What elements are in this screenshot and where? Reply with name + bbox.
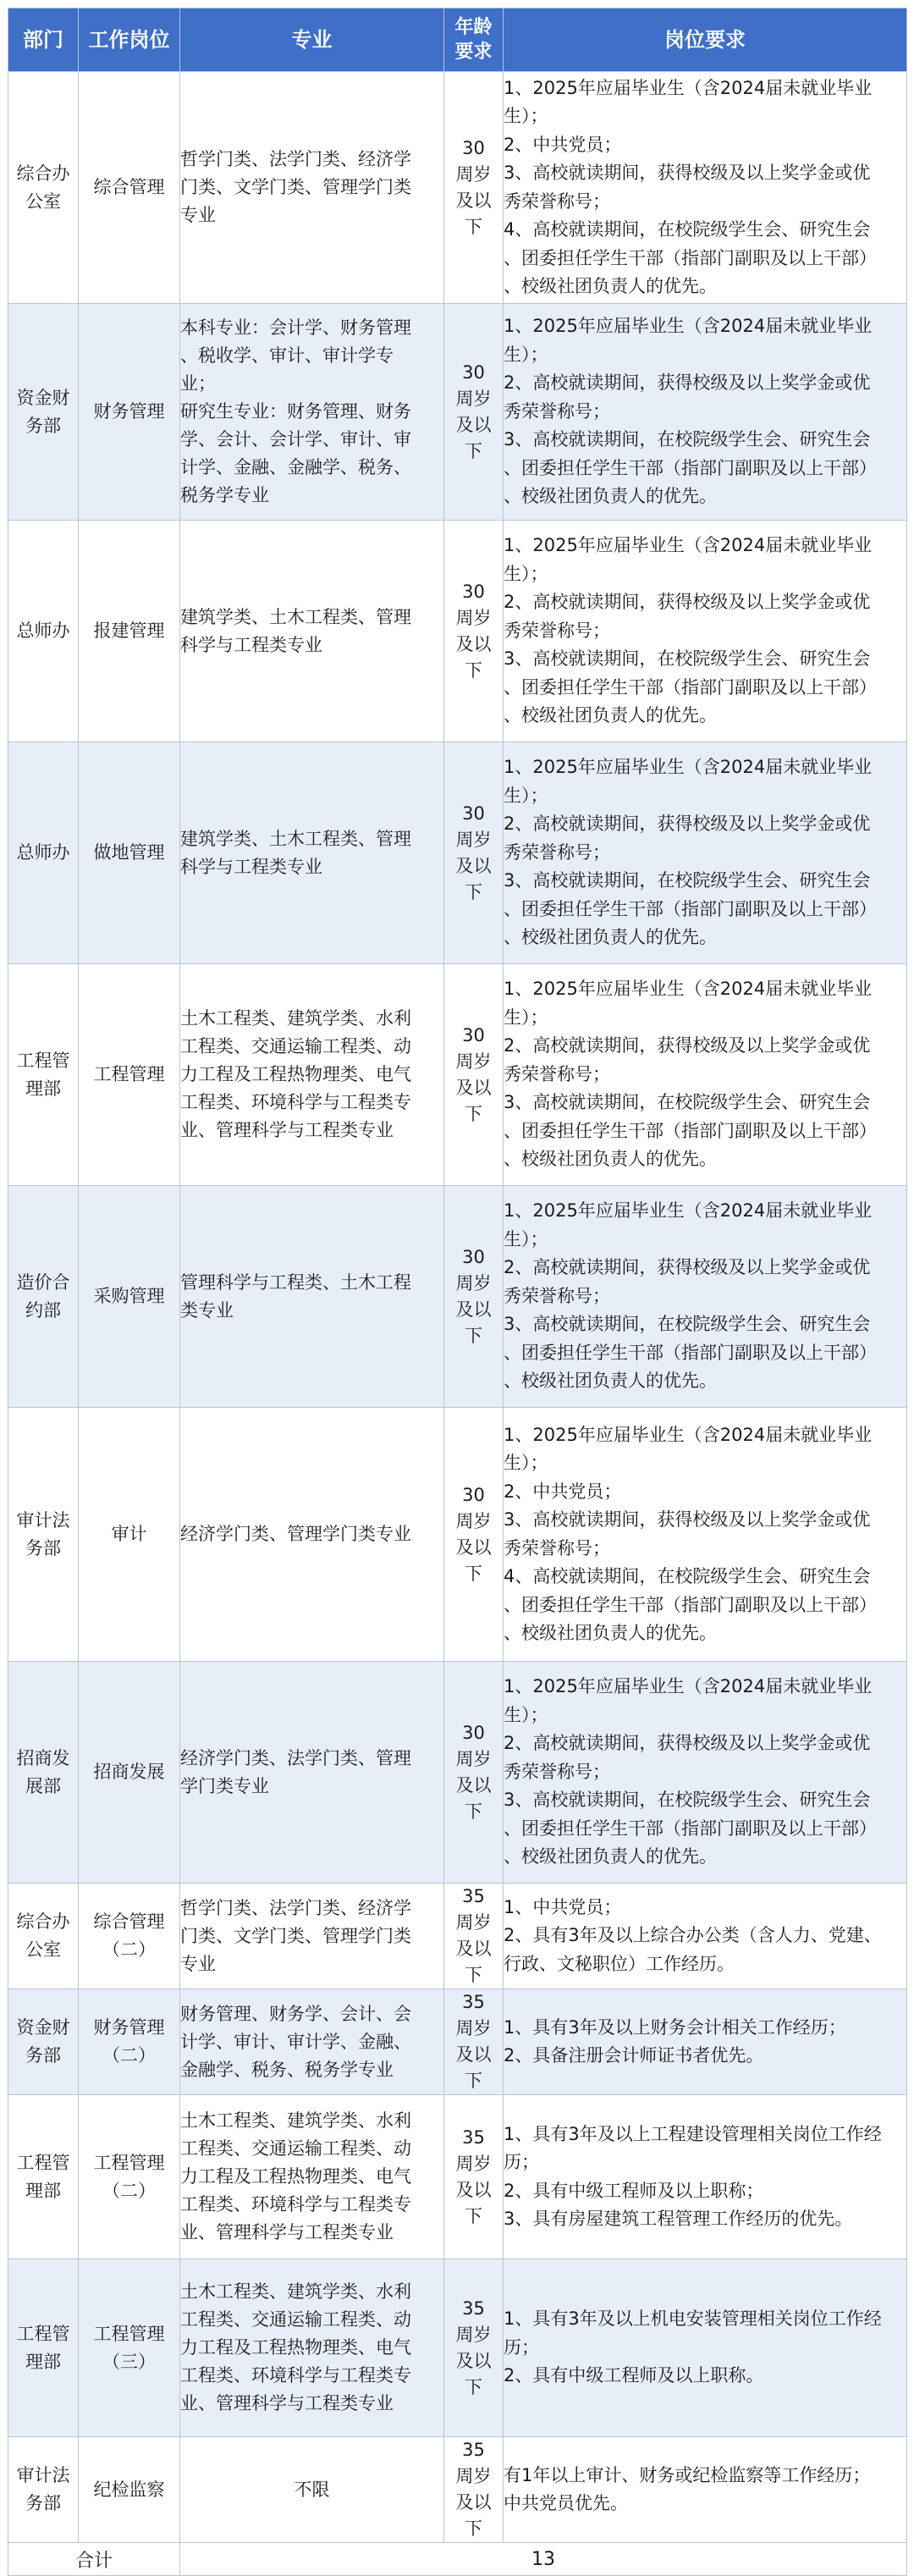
total-row [8,2543,907,2576]
major-line: 不限 [294,2479,330,2500]
requirements-cell [504,964,907,1186]
table-row [8,521,907,742]
major-line: 哲学门类、法学门类、经济学 [180,1897,411,1918]
major-line: 经济学门类、法学门类、管理 [180,1747,411,1768]
position-cell: 工程管理 [79,964,180,1186]
table-row [8,1662,907,1884]
requirement-line: 、团委担任学生干部（指部门副职及以上干部） [504,457,877,478]
header-age: 年龄要求 [444,8,504,72]
requirement-line: 、校级社团负责人的优先。 [504,486,717,507]
requirement-line: 生）； [504,106,548,126]
age-cell: 30周岁及以下 [444,1662,504,1884]
position-cell: 工程管理（三） [79,2259,180,2437]
requirement-line: 生）； [504,785,548,806]
requirement-line: 1、2025年应届毕业生（含2024届未就业毕业 [504,979,873,1000]
department-cell: 工程管理部 [8,2095,79,2259]
table-body [8,72,907,2576]
requirement-line: 、团委担任学生干部（指部门副职及以上干部） [504,898,877,919]
requirement-line: 2、具有中级工程师及以上职称。 [504,2365,764,2386]
requirement-line: 、团委担任学生干部（指部门副职及以上干部） [504,1594,877,1615]
major-line: 科学与工程类专业 [180,634,322,655]
requirements-cell [504,2259,907,2437]
age-cell: 35周岁及以下 [444,1884,504,1989]
total-value: 13 [180,2543,907,2576]
age-cell: 30周岁及以下 [444,72,504,304]
major-cell [180,1408,444,1662]
requirement-line: 秀荣誉称号； [504,1285,610,1306]
requirement-line: 、校级社团负责人的优先。 [504,705,717,726]
major-line: 、税收学、审计、审计学专 [180,345,394,366]
requirement-line: 2、具有中级工程师及以上职称； [504,2180,764,2201]
table-row [8,304,907,521]
age-cell: 35周岁及以下 [444,2259,504,2437]
major-line: 专业 [180,1953,216,1974]
table-row [8,2095,907,2259]
major-cell [180,2259,444,2437]
requirement-line: 、团委担任学生干部（指部门副职及以上干部） [504,247,877,268]
major-line: 业、管理科学与工程类专业 [180,2222,394,2242]
header-department: 部门 [8,8,79,72]
requirement-line: 生）； [504,1228,548,1249]
requirement-line: 秀荣誉称号； [504,400,610,422]
major-cell [180,304,444,521]
requirements-cell [504,304,907,521]
major-cell [180,72,444,304]
major-line: 工程类、交通运输工程类、动 [180,1036,411,1056]
age-cell: 35周岁及以下 [444,2095,504,2259]
department-cell: 资金财务部 [8,1989,79,2095]
requirement-line: 秀荣誉称号； [504,190,610,212]
requirement-line: 、团委担任学生干部（指部门副职及以上干部） [504,1818,877,1839]
department-cell: 资金财务部 [8,304,79,521]
requirement-line: 生）； [504,344,548,365]
requirements-cell [504,1989,907,2095]
department-cell: 招商发展部 [8,1662,79,1884]
table-row [8,2437,907,2543]
requirement-line: 生）； [504,1453,548,1473]
requirement-line: 、团委担任学生干部（指部门副职及以上干部） [504,1342,877,1363]
major-line: 金融学、税务、税务学专业 [180,2059,394,2080]
requirements-cell [504,1662,907,1884]
requirement-line: 3、高校就读期间，在校院级学生会、研究生会 [504,1092,871,1113]
major-line: 工程类、环境科学与工程类专 [180,1092,411,1112]
requirement-line: 2、具备注册会计师证书者优先。 [504,2045,764,2066]
department-cell: 审计法务部 [8,1408,79,1662]
major-line: 工程类、环境科学与工程类专 [180,2194,411,2215]
department-cell: 综合办公室 [8,1884,79,1989]
requirements-cell [504,1884,907,1989]
position-cell: 采购管理 [79,1186,180,1408]
major-line: 门类、文学门类、管理学门类 [180,1925,411,1946]
requirements-cell [504,2437,907,2543]
requirement-line: 中共党员优先。 [504,2493,628,2513]
major-line: 计学、金融、金融学、税务、 [180,457,411,477]
requirement-line: 2、高校就读期间，获得校级及以上奖学金或优 [504,592,871,613]
position-cell: 审计 [79,1408,180,1662]
requirement-line: 4、高校就读期间，在校院级学生会、研究生会 [504,1566,871,1586]
requirement-line: 2、高校就读期间，获得校级及以上奖学金或优 [504,372,871,394]
requirement-line: 2、具有3年及以上综合办公类（含人力、党建、 [504,1925,882,1946]
requirement-line: 3、高校就读期间，获得校级及以上奖学金或优 [504,163,871,183]
age-cell: 35周岁及以下 [444,1989,504,2095]
major-line: 本科专业：会计学、财务管理 [180,317,411,338]
requirement-line: 1、2025年应届毕业生（含2024届未就业毕业 [504,316,873,337]
major-line: 门类、文学门类、管理学门类 [180,177,411,197]
header-requirements: 岗位要求 [504,8,907,72]
table-row [8,1408,907,1662]
requirement-line: 1、中共党员； [504,1896,622,1917]
department-cell: 综合办公室 [8,72,79,304]
major-line: 土木工程类、建筑学类、水利 [180,2110,411,2131]
total-label: 合计 [8,2543,180,2576]
major-line: 哲学门类、法学门类、经济学 [180,149,411,169]
header-major: 专业 [180,8,444,72]
table-row [8,1186,907,1408]
position-cell: 做地管理 [79,742,180,964]
requirement-line: 3、高校就读期间，获得校级及以上奖学金或优 [504,1509,871,1530]
major-line: 学门类专业 [180,1775,269,1796]
requirement-line: 3、高校就读期间，在校院级学生会、研究生会 [504,1790,871,1811]
major-line: 研究生专业：财务管理、财务 [180,401,411,422]
requirement-line: 3、高校就读期间，在校院级学生会、研究生会 [504,648,871,670]
major-cell [180,742,444,964]
position-cell: 工程管理（二） [79,2095,180,2259]
position-cell: 财务管理（二） [79,1989,180,2095]
requirements-cell [504,2095,907,2259]
requirement-line: 3、高校就读期间，在校院级学生会、研究生会 [504,429,871,450]
requirement-line: 历； [504,2152,539,2172]
major-cell [180,1662,444,1884]
requirement-line: 行政、文秘职位）工作经历。 [504,1953,735,1974]
department-cell: 总师办 [8,742,79,964]
requirement-line: 1、具有3年及以上机电安装管理相关岗位工作经 [504,2308,882,2330]
major-line: 建筑学类、土木工程类、管理 [180,828,411,849]
requirement-line: 生）； [504,1704,548,1725]
major-line: 土木工程类、建筑学类、水利 [180,2281,411,2302]
requirement-line: 2、高校就读期间，获得校级及以上奖学金或优 [504,1257,871,1278]
table-row [8,964,907,1186]
requirements-cell [504,1408,907,1662]
requirements-cell [504,521,907,742]
requirement-line: 2、高校就读期间，获得校级及以上奖学金或优 [504,1035,871,1056]
major-line: 工程类、交通运输工程类、动 [180,2309,411,2330]
requirements-cell [504,742,907,964]
major-line: 计学、审计、审计学、金融、 [180,2031,411,2052]
department-cell: 工程管理部 [8,964,79,1186]
requirement-line: 历； [504,2336,539,2358]
major-line: 专业 [180,205,216,225]
requirement-line: 2、中共党员； [504,134,622,155]
major-line: 业、管理科学与工程类专业 [180,2393,394,2413]
requirement-line: 、校级社团负责人的优先。 [504,1846,717,1867]
requirement-line: 1、具有3年及以上工程建设管理相关岗位工作经 [504,2123,882,2144]
requirement-line: 1、2025年应届毕业生（含2024届未就业毕业 [504,1200,873,1222]
age-cell: 30周岁及以下 [444,1408,504,1662]
requirement-line: 3、高校就读期间，在校院级学生会、研究生会 [504,1314,871,1335]
major-line: 学、会计、会计学、审计、审 [180,429,411,450]
requirement-line: 2、高校就读期间，获得校级及以上奖学金或优 [504,1733,871,1754]
requirement-line: 秀荣誉称号； [504,1537,610,1558]
major-line: 经济学门类、管理学门类专业 [180,1524,411,1544]
age-cell: 30周岁及以下 [444,964,504,1186]
major-line: 业； [180,373,216,394]
position-cell: 财务管理 [79,304,180,521]
table-row [8,1884,907,1989]
requirement-line: 秀荣誉称号； [504,1063,610,1084]
major-cell [180,1884,444,1989]
department-cell: 工程管理部 [8,2259,79,2437]
position-cell: 综合管理（二） [79,1884,180,1989]
position-cell: 招商发展 [79,1662,180,1884]
requirement-line: 3、具有房屋建筑工程管理工作经历的优先。 [504,2209,853,2229]
requirement-line: 1、2025年应届毕业生（含2024届未就业毕业 [504,535,873,556]
requirement-line: 、团委担任学生干部（指部门副职及以上干部） [504,676,877,698]
major-line: 力工程及工程热物理类、电气 [180,2337,411,2358]
age-cell: 35周岁及以下 [444,2437,504,2543]
table-row [8,1989,907,2095]
position-cell: 报建管理 [79,521,180,742]
age-cell: 30周岁及以下 [444,304,504,521]
age-cell: 30周岁及以下 [444,1186,504,1408]
table-row [8,72,907,304]
requirement-line: 、校级社团负责人的优先。 [504,276,717,296]
requirement-line: 、校级社团负责人的优先。 [504,927,717,948]
table-header-row [8,8,907,72]
major-line: 业、管理科学与工程类专业 [180,1120,394,1140]
table-row [8,2259,907,2437]
department-cell: 总师办 [8,521,79,742]
requirement-line: 、校级社团负责人的优先。 [504,1149,717,1170]
major-cell [180,1186,444,1408]
requirement-line: 、团委担任学生干部（指部门副职及以上干部） [504,1120,877,1141]
requirement-line: 、校级社团负责人的优先。 [504,1371,717,1392]
major-line: 税务学专业 [180,485,269,505]
major-line: 类专业 [180,1299,234,1321]
requirement-line: 1、2025年应届毕业生（含2024届未就业毕业 [504,1676,873,1697]
major-line: 力工程及工程热物理类、电气 [180,2166,411,2187]
header-position: 工作岗位 [79,8,180,72]
department-cell: 审计法务部 [8,2437,79,2543]
requirements-cell [504,72,907,304]
requirement-line: 1、2025年应届毕业生（含2024届未就业毕业 [504,77,873,98]
position-cell: 综合管理 [79,72,180,304]
requirement-line: 生）； [504,1007,548,1028]
requirement-line: 生）； [504,563,548,584]
department-cell: 造价合约部 [8,1186,79,1408]
requirement-line: 4、高校就读期间，在校院级学生会、研究生会 [504,219,871,240]
major-cell [180,964,444,1186]
requirement-line: 1、2025年应届毕业生（含2024届未就业毕业 [504,1424,873,1445]
major-line: 建筑学类、土木工程类、管理 [180,606,411,627]
requirement-line: 2、中共党员； [504,1481,622,1502]
table-row [8,742,907,964]
major-cell [180,2095,444,2259]
major-cell [180,1989,444,2095]
requirement-line: 1、2025年应届毕业生（含2024届未就业毕业 [504,757,873,778]
requirement-line: 秀荣誉称号； [504,620,610,641]
requirement-line: 有1年以上审计、财务或纪检监察等工作经历； [504,2464,871,2485]
recruitment-table [8,8,907,2576]
major-cell [180,2437,444,2543]
requirement-line: 2、高校就读期间，获得校级及以上奖学金或优 [504,814,871,835]
requirement-line: 3、高校就读期间，在校院级学生会、研究生会 [504,870,871,891]
major-line: 工程类、环境科学与工程类专 [180,2365,411,2386]
position-cell: 纪检监察 [79,2437,180,2543]
age-cell: 30周岁及以下 [444,521,504,742]
major-line: 管理科学与工程类、土木工程 [180,1271,411,1293]
major-line: 科学与工程类专业 [180,856,322,877]
major-cell [180,521,444,742]
major-line: 财务管理、财务学、会计、会 [180,2003,411,2024]
requirements-cell [504,1186,907,1408]
requirement-line: 1、具有3年及以上财务会计相关工作经历； [504,2016,846,2038]
age-cell: 30周岁及以下 [444,742,504,964]
major-line: 力工程及工程热物理类、电气 [180,1064,411,1084]
requirement-line: 秀荣誉称号； [504,841,610,863]
major-line: 土木工程类、建筑学类、水利 [180,1008,411,1029]
major-line: 工程类、交通运输工程类、动 [180,2138,411,2159]
requirement-line: 秀荣誉称号； [504,1761,610,1782]
requirement-line: 、校级社团负责人的优先。 [504,1623,717,1643]
